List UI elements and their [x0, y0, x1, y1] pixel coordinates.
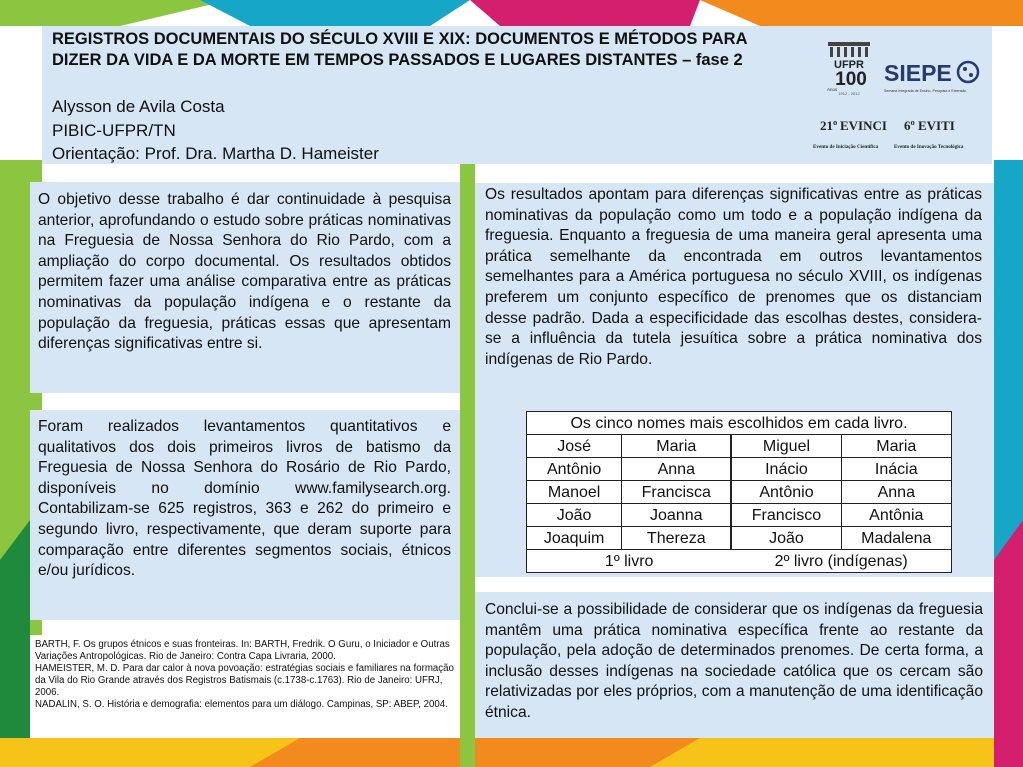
- author-name: Alysson de Avila Costa: [52, 97, 225, 116]
- eviti-logo-text: EVITI: [918, 118, 955, 133]
- references-panel: [30, 635, 460, 738]
- table-cell: Francisco: [731, 504, 841, 527]
- objective-text: O objetivo desse trabalho é dar continuidade à pesquisa anterior, aprofundando o estudo sobre práticas nominativas na Freguesia de Nossa Senhora do Rio Pardo, com a ampliação do corpo documental. Os resultados obtidos permitem fazer uma análise comparativa entre as práticas nominativas da população indígena e o restante da população da freguesia, práticas essas que apresentam diferenças significativas entre si.: [38, 191, 451, 353]
- table-cell: Miguel: [731, 435, 841, 458]
- conclusion-text: Conclui-se a possibilidade de considerar que os indígenas da freguesia mantêm uma prática nominativa específica frente ao restante da população, pela adoção de determinados prenomes. De certa forma, a inclusão desses indígenas na sociedade católica que os cercam são relativizadas por eles próprios, com a manutenção de uma identificação étnica.: [485, 601, 983, 721]
- names-table: [526, 411, 952, 573]
- table-row: [527, 481, 952, 504]
- siepe-caption: Semana Integrada de Ensino, Pesquisa e Extensão: [884, 89, 967, 93]
- table-cell: Anna: [622, 458, 732, 481]
- ufpr-logo-text: UFPR: [834, 59, 864, 71]
- objective-panel: [30, 182, 460, 393]
- siepe-logo: [884, 48, 984, 98]
- conclusion-panel: [475, 592, 994, 738]
- table-cell: Antônio: [527, 458, 622, 481]
- reference-item: BARTH, F. Os grupos étnicos e suas fronteiras. In: BARTH, Fredrik. O Guru, o Iniciador e Outras Variações Antropológicas. Rio de Janeiro: Contra Capa Livraria, 2000.: [35, 639, 450, 663]
- bg-shape-magenta-right: [994, 520, 1023, 767]
- methods-panel: [30, 410, 460, 620]
- ufpr-years-text: 1912 - 2012: [838, 91, 860, 96]
- bg-shape-green-middle: [460, 160, 475, 767]
- table-cell: João: [731, 527, 841, 550]
- table-row: [527, 527, 952, 550]
- references-list: [35, 639, 455, 712]
- table-footer-book-1: 1º livro: [527, 550, 732, 573]
- table-cell: Antônia: [841, 504, 951, 527]
- evinci-number: 21º: [820, 118, 838, 133]
- evinci-logo-text: EVINCI: [840, 118, 887, 133]
- eviti-caption: Evento de Inovação Tecnológica: [894, 144, 964, 150]
- methods-text: Foram realizados levantamentos quantitativos e qualitativos dos dois primeiros livros de batismo da Freguesia de Nossa Senhora do Rosário de Rio Pardo, disponíveis no domínio www.familysearch.org. Contabilizam-se 625 registros, 363 e 262 do primeiro e segundo livro, respectivamente, que deram suporte para comparação entre diferentes segmentos sociais, étnicos e/ou jurídicos.: [38, 418, 451, 580]
- table-cell: João: [527, 504, 622, 527]
- table-cell: Antônio: [731, 481, 841, 504]
- table-cell: Manoel: [527, 481, 622, 504]
- siepe-logo-text: SIEPE: [884, 60, 952, 86]
- table-cell: Inácia: [841, 458, 951, 481]
- table-footer-book-2: 2º livro (indígenas): [731, 550, 951, 573]
- table-cell: Inácio: [731, 458, 841, 481]
- bg-shape-darkgreen-left: [0, 520, 30, 767]
- header-panel: [42, 26, 992, 164]
- table-cell: Maria: [622, 435, 732, 458]
- table-caption-row: [527, 412, 952, 435]
- table-footer-row: [527, 550, 952, 573]
- bg-shape-cyan-top: [200, 0, 470, 26]
- bg-shape-green-top: [0, 0, 230, 26]
- results-text: Os resultados apontam para diferenças significativas entre as práticas nominativas da população como um todo e a população indígena da freguesia. Enquanto a freguesia de uma maneira geral apresenta uma prática semelhante da encontrada em outros levantamentos semelhantes para a América portuguesa no século XVIII, os indígenas preferem um conjunto específico de prenomes que os distanciam desse padrão. Dada a especificidade das escolhas destes, considera-se a influência da tutela jesuítica sobre a prática nominativa dos indígenas de Rio Pardo.: [485, 186, 982, 368]
- table-cell: Madalena: [841, 527, 951, 550]
- table-cell: Francisca: [622, 481, 732, 504]
- evinci-eviti-logo: [812, 110, 987, 156]
- reference-item: HAMEISTER, M. D. Para dar calor à nova povoação: estratégias sociais e familiares na formação da Vila do Rio Grande através dos Registros Batismais (c.1738-c.1763). Rio de Janeiro: UFRJ, 2006.: [35, 663, 454, 699]
- evinci-caption: Evento de Iniciação Científica: [813, 144, 879, 150]
- centenary-logo-text: 100: [835, 69, 867, 90]
- anos-logo-text: Anos: [827, 87, 838, 92]
- ufpr-100-logo: [820, 40, 878, 98]
- reference-item: NADALIN, S. O. História e demografia: elementos para um diálogo. Campinas, SP: ABEP, 2004.: [35, 699, 448, 711]
- advisor-name: Orientação: Prof. Dra. Martha D. Hameister: [52, 144, 379, 163]
- table-cell: Joanna: [622, 504, 732, 527]
- eviti-number: 6º: [904, 118, 915, 133]
- program-name: PIBIC-UFPR/TN: [52, 121, 176, 140]
- table-row: [527, 458, 952, 481]
- table-cell: Anna: [841, 481, 951, 504]
- table-cell: José: [527, 435, 622, 458]
- table-caption: Os cinco nomes mais escolhidos em cada livro.: [527, 412, 952, 435]
- table-cell: Thereza: [622, 527, 732, 550]
- bg-shape-magenta-top: [470, 0, 700, 26]
- table-row: [527, 435, 952, 458]
- bg-shape-orange-top: [700, 0, 1023, 26]
- table-row: [527, 504, 952, 527]
- table-cell: Maria: [841, 435, 951, 458]
- poster-title: REGISTROS DOCUMENTAIS DO SÉCULO XVIII E XIX: DOCUMENTOS E MÉTODOS PARA DIZER DA VIDA E DA MORTE EM TEMPOS PASSADOS E LUGARES DISTANTES – fase 2: [52, 30, 747, 69]
- table-cell: Joaquim: [527, 527, 622, 550]
